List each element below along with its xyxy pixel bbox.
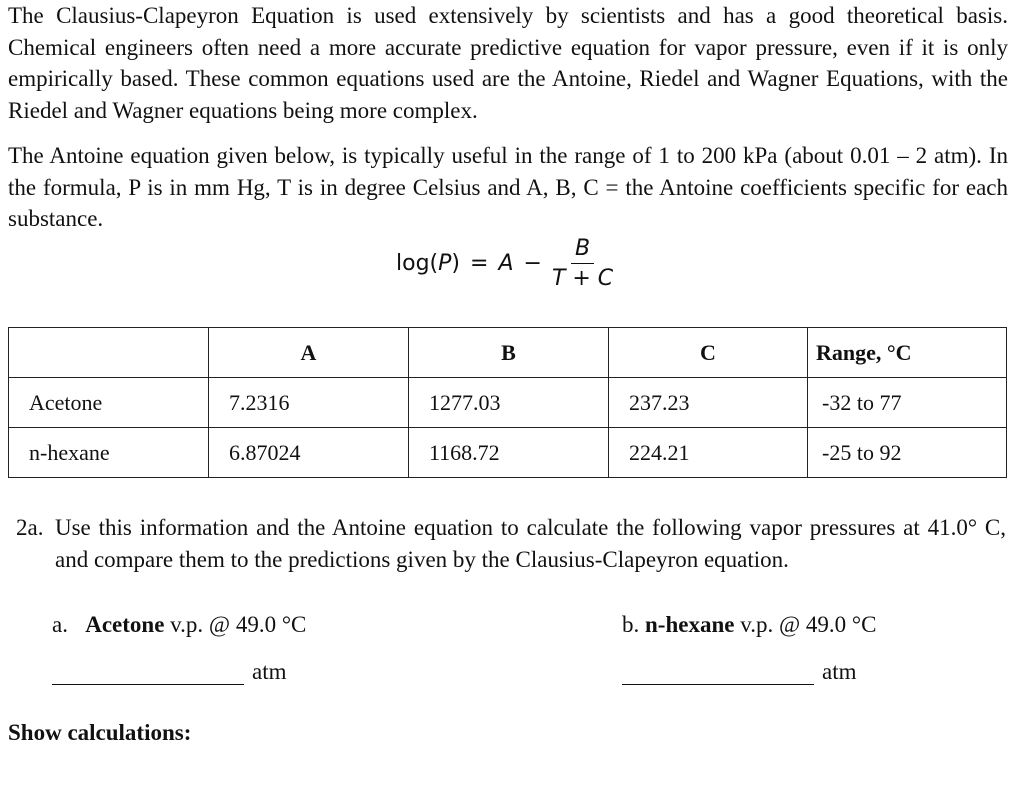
header-blank [9,328,209,378]
equation-equals: = [470,251,489,276]
header-a: A [209,328,409,378]
cell-substance: Acetone [9,378,209,428]
table-header-row [9,328,1007,378]
header-range: Range, °C [808,328,1007,378]
equation-numerator: B [571,236,594,264]
header-b: B [409,328,609,378]
cell-range: -32 to 77 [808,378,1007,428]
equation-fraction [552,236,613,291]
cell-c: 224.21 [609,428,808,478]
equation-denominator: T + C [551,266,614,291]
table-row [9,428,1007,478]
header-c: C [609,328,808,378]
table-row [9,378,1007,428]
intro-paragraph-1: The Clausius-Clapeyron Equation is used extensively by scientists and has a good theoretical basis. Chemical engineers often need a more accurate predictive equation for vapor pressure, even if it is only empirically based. These common equations used are the Antoine, Riedel and Wagner Equations, with the Riedel and Wagner equations being more complex. [8,3,1008,123]
part-a-answer-blank[interactable] [52,658,244,685]
question-number: 2a. [16,515,44,540]
equation-a: A [498,251,514,276]
part-b-answer [622,658,857,685]
part-a-prompt [52,612,306,638]
cell-c: 237.23 [609,378,808,428]
part-a-unit: atm [252,659,287,684]
part-b-substance: n-hexane [645,612,735,637]
cell-substance: n-hexane [9,428,209,478]
part-a-marker: a. [52,612,68,637]
equation-p: P [438,251,452,276]
part-b-unit: atm [822,659,857,684]
part-b-answer-blank[interactable] [622,658,814,685]
equation-close-paren: ) [451,251,460,276]
show-calculations-label: Show calculations: [8,720,192,745]
antoine-coefficients-table [8,327,1007,478]
equation-minus: − [523,251,542,276]
cell-b: 1168.72 [409,428,609,478]
part-b-condition: v.p. @ 49.0 °C [734,612,877,637]
part-a-substance: Acetone [85,612,165,637]
intro-paragraph-2: The Antoine equation given below, is typically useful in the range of 1 to 200 kPa (about 0.01 – 2 atm). In the formula, P is in mm Hg, T is in degree Celsius and A, B, C = the Antoine coefficients specific for each substance. [8,143,1008,231]
part-b-prompt [622,612,876,638]
cell-b: 1277.03 [409,378,609,428]
question-text: Use this information and the Antoine equation to calculate the following vapor pressures at 41.0° C, and compare them to the predictions given by the Clausius-Clapeyron equation. [55,515,1006,572]
cell-a: 6.87024 [209,428,409,478]
cell-a: 7.2316 [209,378,409,428]
equation-log: log( [396,251,439,276]
part-b-marker: b. [622,612,640,637]
antoine-equation [396,236,613,291]
part-a-condition: v.p. @ 49.0 °C [164,612,307,637]
question-2a [16,512,1006,575]
part-a-answer [52,658,287,685]
cell-range: -25 to 92 [808,428,1007,478]
